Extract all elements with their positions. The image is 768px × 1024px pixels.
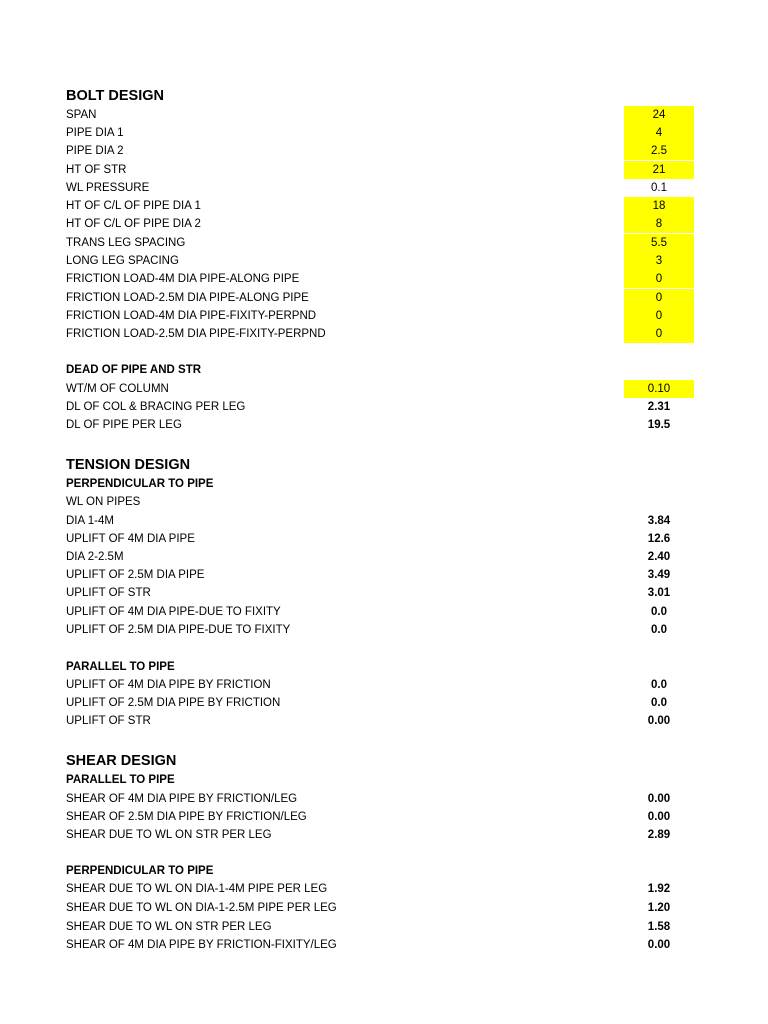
input-cell-long-leg-spacing[interactable]: 3: [624, 252, 694, 270]
table-row: [0, 548, 768, 566]
section-title: DEAD OF PIPE AND STR: [66, 364, 202, 376]
table-row: [0, 880, 768, 898]
input-cell-trans-leg-spacing[interactable]: 5.5: [624, 234, 694, 252]
result-cell[interactable]: 0.0: [651, 679, 667, 691]
input-cell-wl-pressure[interactable]: 0.1: [651, 182, 667, 194]
table-row: [0, 530, 768, 548]
input-cell-ht-cl-pipe-dia-2[interactable]: 8: [624, 215, 694, 233]
result-cell[interactable]: 1.20: [647, 902, 671, 914]
table-row: [0, 790, 768, 808]
row-label: SHEAR DUE TO WL ON DIA-1-2.5M PIPE PER LEG: [66, 902, 337, 914]
result-cell[interactable]: 0.00: [647, 715, 671, 727]
table-row: [0, 106, 768, 124]
result-cell[interactable]: 2.31: [647, 401, 671, 413]
input-cell-ht-of-str[interactable]: 21: [624, 161, 694, 179]
input-cell-pipe-dia-2[interactable]: 2.5: [624, 142, 694, 160]
input-cell-friction-2-5m-along[interactable]: 0: [624, 289, 694, 307]
row-label: PIPE DIA 2: [66, 145, 124, 157]
row-label: HT OF STR: [66, 164, 127, 176]
table-row: [0, 899, 768, 917]
row-label: FRICTION LOAD-2.5M DIA PIPE-ALONG PIPE: [66, 292, 309, 304]
result-cell[interactable]: 3.01: [647, 587, 671, 599]
row-label: SHEAR DUE TO WL ON DIA-1-4M PIPE PER LEG: [66, 883, 328, 895]
subsection-heading: [0, 771, 768, 789]
row-label: TRANS LEG SPACING: [66, 237, 186, 249]
result-cell[interactable]: 0.0: [651, 697, 667, 709]
row-label: FRICTION LOAD-4M DIA PIPE-FIXITY-PERPND: [66, 310, 317, 322]
table-row: [0, 270, 768, 288]
row-label: PIPE DIA 1: [66, 127, 124, 139]
table-row: [0, 584, 768, 602]
result-cell[interactable]: 3.84: [647, 515, 671, 527]
input-cell-pipe-dia-1[interactable]: 4: [624, 124, 694, 142]
row-label: DIA 1-4M: [66, 515, 114, 527]
section-heading-dead-load: [0, 361, 768, 379]
row-label: SHEAR DUE TO WL ON STR PER LEG: [66, 829, 272, 841]
table-row: [0, 416, 768, 434]
section-heading-tension-design: [0, 454, 768, 472]
subsection-title: PARALLEL TO PIPE: [66, 661, 175, 673]
table-row: [0, 694, 768, 712]
row-label: UPLIFT OF 4M DIA PIPE BY FRICTION: [66, 679, 271, 691]
row-label: UPLIFT OF STR: [66, 715, 151, 727]
subsection-title: PARALLEL TO PIPE: [66, 774, 175, 786]
table-row: [0, 325, 768, 343]
input-cell-span[interactable]: 24: [624, 106, 694, 124]
row-label: UPLIFT OF 4M DIA PIPE-DUE TO FIXITY: [66, 606, 281, 618]
table-row: [0, 603, 768, 621]
row-label: HT OF C/L OF PIPE DIA 2: [66, 218, 201, 230]
section-title: BOLT DESIGN: [66, 88, 165, 104]
table-row: [0, 918, 768, 936]
subsection-heading: [0, 658, 768, 676]
result-cell[interactable]: 0.0: [651, 624, 667, 636]
result-cell[interactable]: 12.6: [647, 533, 671, 545]
result-cell[interactable]: 0.0: [651, 606, 667, 618]
table-row: [0, 808, 768, 826]
row-label: UPLIFT OF 2.5M DIA PIPE: [66, 569, 205, 581]
table-row: [0, 493, 768, 511]
row-label: WT/M OF COLUMN: [66, 383, 169, 395]
row-label: SHEAR OF 2.5M DIA PIPE BY FRICTION/LEG: [66, 811, 307, 823]
input-cell-friction-4m-fixity[interactable]: 0: [624, 307, 694, 325]
table-row: [0, 179, 768, 197]
row-label: LONG LEG SPACING: [66, 255, 179, 267]
table-row: [0, 289, 768, 307]
row-label: DIA 2-2.5M: [66, 551, 124, 563]
result-cell[interactable]: 1.92: [647, 883, 671, 895]
result-cell[interactable]: 19.5: [647, 419, 671, 431]
subsection-heading: [0, 475, 768, 493]
table-row: [0, 621, 768, 639]
input-cell-ht-cl-pipe-dia-1[interactable]: 18: [624, 197, 694, 215]
subsection-title: PERPENDICULAR TO PIPE: [66, 865, 214, 877]
table-row: [0, 215, 768, 233]
row-label: SHEAR DUE TO WL ON STR PER LEG: [66, 921, 272, 933]
section-heading-shear-design: [0, 750, 768, 768]
table-row: [0, 398, 768, 416]
row-label: WL PRESSURE: [66, 182, 150, 194]
table-row: [0, 380, 768, 398]
row-label: UPLIFT OF 4M DIA PIPE: [66, 533, 195, 545]
result-cell[interactable]: 1.58: [647, 921, 671, 933]
result-cell[interactable]: 2.40: [647, 551, 671, 563]
table-row: [0, 142, 768, 160]
result-cell[interactable]: 0.00: [647, 793, 671, 805]
input-cell-friction-4m-along[interactable]: 0: [624, 270, 694, 288]
input-cell-wt-m-column[interactable]: 0.10: [624, 380, 694, 398]
table-row: [0, 936, 768, 954]
result-cell[interactable]: 2.89: [647, 829, 671, 841]
row-label: FRICTION LOAD-2.5M DIA PIPE-FIXITY-PERPND: [66, 328, 326, 340]
row-label: FRICTION LOAD-4M DIA PIPE-ALONG PIPE: [66, 273, 300, 285]
row-label: SPAN: [66, 109, 97, 121]
section-heading-bolt-design: [0, 85, 768, 103]
row-label: SHEAR OF 4M DIA PIPE BY FRICTION/LEG: [66, 793, 298, 805]
row-label: SHEAR OF 4M DIA PIPE BY FRICTION-FIXITY/LEG: [66, 939, 337, 951]
table-row: [0, 566, 768, 584]
table-row: [0, 197, 768, 215]
table-row: [0, 712, 768, 730]
subsection-title: PERPENDICULAR TO PIPE: [66, 478, 214, 490]
subsection-heading: [0, 862, 768, 880]
row-label: UPLIFT OF 2.5M DIA PIPE-DUE TO FIXITY: [66, 624, 291, 636]
table-row: [0, 307, 768, 325]
input-cell-friction-2-5m-fixity[interactable]: 0: [624, 325, 694, 343]
result-cell[interactable]: 3.49: [647, 569, 671, 581]
result-cell[interactable]: 0.00: [647, 939, 671, 951]
row-label: DL OF COL & BRACING PER LEG: [66, 401, 246, 413]
section-title: TENSION DESIGN: [66, 457, 191, 473]
row-label: DL OF PIPE PER LEG: [66, 419, 182, 431]
table-row: [0, 826, 768, 844]
row-label: UPLIFT OF STR: [66, 587, 151, 599]
table-row: [0, 676, 768, 694]
row-label: WL ON PIPES: [66, 496, 141, 508]
section-title: SHEAR DESIGN: [66, 753, 177, 769]
row-label: UPLIFT OF 2.5M DIA PIPE BY FRICTION: [66, 697, 281, 709]
table-row: [0, 161, 768, 179]
table-row: [0, 124, 768, 142]
row-label: HT OF C/L OF PIPE DIA 1: [66, 200, 201, 212]
table-row: [0, 234, 768, 252]
table-row: [0, 252, 768, 270]
result-cell[interactable]: 0.00: [647, 811, 671, 823]
table-row: [0, 512, 768, 530]
